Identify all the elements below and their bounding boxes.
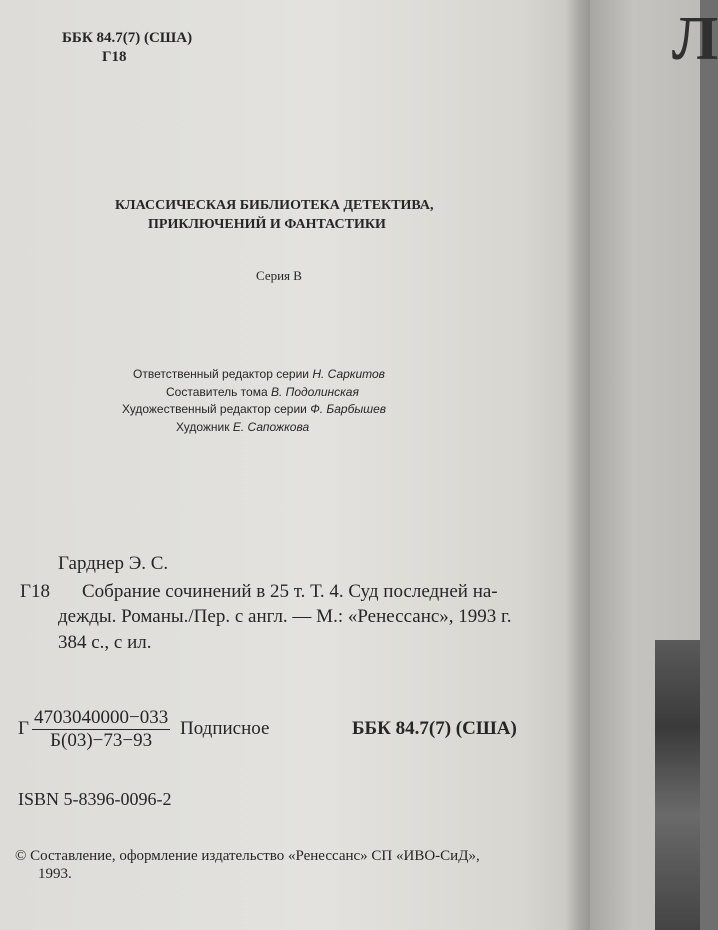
isbn: ISBN 5-8396-0096-2 <box>18 789 172 809</box>
credit-series-editor <box>133 367 385 381</box>
credit-role: Художник <box>176 420 230 434</box>
credit-name: В. Подолинская <box>270 385 359 399</box>
subscription-label: Подписное <box>180 718 270 739</box>
credit-role: Ответственный редактор серии <box>133 367 309 381</box>
bib-author: Гарднер Э. С. <box>58 553 169 574</box>
next-page-photo <box>655 640 700 930</box>
credit-name: Н. Саркитов <box>312 367 385 381</box>
credit-art-editor <box>122 402 386 416</box>
index-fraction <box>32 707 170 752</box>
copyright-line1: © Составление, оформление издательство «Ренессанс» СП «ИВО-СиД», <box>15 848 480 864</box>
series-label: Серия В <box>256 268 302 283</box>
credit-name: Е. Сапожкова <box>232 420 310 434</box>
bbk-code-footer: ББК 84.7(7) (США) <box>352 718 517 739</box>
copyright-line2: 1993. <box>38 866 72 882</box>
credit-compiler <box>166 385 359 399</box>
bib-mark: Г18 <box>20 581 50 602</box>
index-denominator: Б(03)−73−93 <box>50 730 153 751</box>
next-page-glyph: Л <box>672 5 718 73</box>
credit-role: Художественный редактор серии <box>122 402 307 416</box>
credit-name: Ф. Барбышев <box>310 402 387 416</box>
series-title-line2: ПРИКЛЮЧЕНИЙ И ФАНТАСТИКИ <box>148 217 386 232</box>
bib-line1: Собрание сочинений в 25 т. Т. 4. Суд последней на- <box>82 581 498 602</box>
index-numerator: 4703040000−033 <box>34 707 169 728</box>
index-prefix: Г <box>18 718 29 739</box>
series-title-line1: КЛАССИЧЕСКАЯ БИБЛИОТЕКА ДЕТЕКТИВА, <box>115 198 434 213</box>
bib-line2: дежды. Романы./Пер. с англ. — М.: «Ренессанс», 1993 г. <box>58 606 512 627</box>
author-mark-header: Г18 <box>102 49 127 65</box>
credit-role: Составитель тома <box>166 385 268 399</box>
bbk-code-header: ББК 84.7(7) (США) <box>62 30 193 46</box>
credit-artist <box>176 420 309 434</box>
bib-line3: 384 с., с ил. <box>58 632 152 653</box>
